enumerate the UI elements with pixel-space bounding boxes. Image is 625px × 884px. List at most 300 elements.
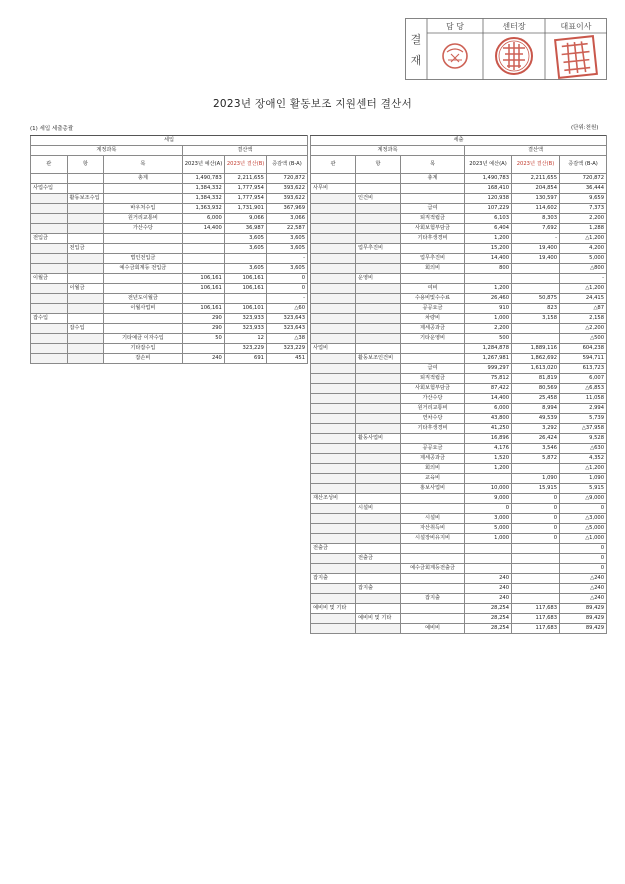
income-cell-gwan (31, 294, 68, 304)
table-row (31, 344, 308, 354)
income-cell-budget (182, 344, 224, 354)
income-cell-mok (104, 194, 183, 204)
expense-cell-gwan (311, 214, 356, 224)
expense-cell-actual: 19,400 (512, 244, 560, 254)
expense-cell-diff: △9,000 (560, 494, 607, 504)
expense-cell-diff: △240 (560, 574, 607, 584)
income-cell-actual: 106,161 (224, 284, 266, 294)
expense-cell-gwan (311, 594, 356, 604)
expense-cell-hang (356, 324, 401, 334)
income-cell-hang (67, 234, 104, 244)
income-cell-mok: 잡손비 (104, 354, 183, 364)
income-cell-actual: 323,933 (224, 324, 266, 334)
expense-cell-actual (512, 554, 560, 564)
expense-cell-hang: 전출금 (356, 554, 401, 564)
income-cell-mok (104, 184, 183, 194)
expense-cell-diff: △630 (560, 444, 607, 454)
expense-cell-budget: 1,284,878 (465, 344, 512, 354)
expense-cell-gwan (311, 264, 356, 274)
expense-cell-hang (356, 264, 401, 274)
income-cell-budget (182, 254, 224, 264)
expense-cell-budget: 9,000 (465, 494, 512, 504)
expense-cell-actual: 1,889,116 (512, 344, 560, 354)
document-title: 2023년 장애인 활동보조 지원센터 결산서 (212, 98, 413, 110)
expense-cell-diff: 9,659 (560, 194, 607, 204)
expense-cell-actual: 7,692 (512, 224, 560, 234)
expense-cell-gwan (311, 324, 356, 334)
seal-staff-icon (443, 44, 467, 68)
income-cell-diff: 3,066 (266, 214, 307, 224)
income-cell-hang (67, 314, 104, 324)
expense-rows (311, 174, 607, 634)
expense-cell-budget (465, 474, 512, 484)
expense-cell-mok: 사회보험부담금 (401, 384, 465, 394)
income-cell-diff: 0 (266, 284, 307, 294)
expense-cell-diff: 11,058 (560, 394, 607, 404)
expense-cell-gwan (311, 414, 356, 424)
expense-account-header: 계정과목 (311, 146, 465, 156)
expense-cell-hang (356, 454, 401, 464)
income-cell-gwan (31, 284, 68, 294)
expense-cell-mok: 원거리교통비 (401, 404, 465, 414)
table-row (311, 314, 607, 324)
table-row (311, 354, 607, 364)
expense-cell-actual: 80,569 (512, 384, 560, 394)
table-row (311, 224, 607, 234)
expense-cell-budget: 910 (465, 304, 512, 314)
expense-cell-budget: 15,200 (465, 244, 512, 254)
expense-cell-hang: 시설비 (356, 504, 401, 514)
expense-col-diff: 증감액 (B-A) (560, 156, 607, 174)
expense-cell-mok: 차량비 (401, 314, 465, 324)
income-settlement-header: 결산액 (182, 146, 307, 156)
expense-cell-actual (512, 564, 560, 574)
expense-col-budget: 2023년 예산(A) (465, 156, 512, 174)
income-cell-diff: 3,605 (266, 264, 307, 274)
expense-cell-mok: 공공요금 (401, 304, 465, 314)
expense-cell-hang: 예비비 및 기타 (356, 614, 401, 624)
expense-cell-mok: 홍보사업비 (401, 484, 465, 494)
table-row (311, 294, 607, 304)
expense-cell-gwan (311, 274, 356, 284)
expense-cell-diff: - (560, 274, 607, 284)
income-cell-budget: 1,490,783 (182, 174, 224, 184)
expense-cell-diff: △6,853 (560, 384, 607, 394)
expense-cell-mok: 업무추진비 (401, 254, 465, 264)
expense-cell-gwan (311, 554, 356, 564)
income-cell-actual: 9,066 (224, 214, 266, 224)
expense-cell-actual: 2,211,655 (512, 174, 560, 184)
expense-cell-mok (401, 194, 465, 204)
income-cell-actual: 3,605 (224, 244, 266, 254)
table-row (311, 194, 607, 204)
expense-cell-hang (356, 204, 401, 214)
income-cell-gwan (31, 304, 68, 314)
table-row (31, 204, 308, 214)
income-col-hang: 항 (67, 156, 104, 174)
expense-cell-budget: 1,200 (465, 464, 512, 474)
expense-cell-mok: 급여 (401, 204, 465, 214)
expense-cell-diff: 36,444 (560, 184, 607, 194)
expense-cell-diff: 0 (560, 554, 607, 564)
expense-cell-diff: △1,200 (560, 284, 607, 294)
income-cell-actual: 691 (224, 354, 266, 364)
expense-cell-actual (512, 324, 560, 334)
table-row (311, 184, 607, 194)
table-row (311, 464, 607, 474)
expense-cell-hang (356, 374, 401, 384)
expense-cell-hang (356, 174, 401, 184)
expense-cell-diff: 2,158 (560, 314, 607, 324)
table-row (311, 204, 607, 214)
expense-cell-actual (512, 594, 560, 604)
expense-cell-actual: 823 (512, 304, 560, 314)
table-row (311, 564, 607, 574)
income-cell-diff: 3,605 (266, 244, 307, 254)
expense-cell-hang (356, 294, 401, 304)
income-cell-actual: 12 (224, 334, 266, 344)
expense-cell-hang (356, 594, 401, 604)
income-cell-actual: 2,211,655 (224, 174, 266, 184)
expense-cell-hang: 잡지출 (356, 584, 401, 594)
income-cell-hang (67, 224, 104, 234)
expense-cell-budget: 500 (465, 334, 512, 344)
expense-cell-hang (356, 624, 401, 634)
expense-cell-hang (356, 474, 401, 484)
approval-side-label-2: 재 (410, 54, 422, 67)
expense-cell-gwan (311, 454, 356, 464)
income-cell-gwan: 사업수입 (31, 184, 68, 194)
expense-cell-gwan (311, 314, 356, 324)
income-cell-diff: 323,643 (266, 324, 307, 334)
income-cell-budget: 106,161 (182, 304, 224, 314)
table-row (311, 494, 607, 504)
expense-cell-gwan: 예비비 및 기타 (311, 604, 356, 614)
income-cell-gwan (31, 224, 68, 234)
income-cell-hang (67, 174, 104, 184)
income-cell-gwan (31, 204, 68, 214)
table-row (31, 354, 308, 364)
expense-cell-mok (401, 614, 465, 624)
expense-col-gwan: 관 (311, 156, 356, 174)
expense-cell-budget: 28,254 (465, 614, 512, 624)
expense-cell-diff: △1,200 (560, 234, 607, 244)
expense-cell-diff: 9,528 (560, 434, 607, 444)
expense-cell-mok: 자산취득비 (401, 524, 465, 534)
table-row (31, 224, 308, 234)
approval-role-staff: 담 당 (446, 22, 464, 31)
expense-cell-gwan (311, 464, 356, 474)
income-cell-diff: 323,229 (266, 344, 307, 354)
expense-cell-hang (356, 214, 401, 224)
expense-cell-diff: 89,429 (560, 614, 607, 624)
table-row (311, 614, 607, 624)
table-row (311, 274, 607, 284)
expense-cell-hang (356, 424, 401, 434)
table-row (311, 574, 607, 584)
expense-cell-diff: 0 (560, 564, 607, 574)
expense-cell-budget: 6,000 (465, 404, 512, 414)
expense-cell-gwan (311, 474, 356, 484)
income-cell-hang: 전입금 (67, 244, 104, 254)
income-cell-gwan (31, 254, 68, 264)
income-cell-diff: 3,605 (266, 234, 307, 244)
income-cell-actual (224, 254, 266, 264)
expense-cell-diff: △37,958 (560, 424, 607, 434)
expense-cell-budget: 14,400 (465, 254, 512, 264)
expense-cell-diff: △1,000 (560, 534, 607, 544)
income-cell-gwan (31, 174, 68, 184)
expense-cell-mok: 제세공과금 (401, 324, 465, 334)
expense-cell-budget (465, 564, 512, 574)
income-cell-mok (104, 234, 183, 244)
expense-cell-mok: 사회보험부담금 (401, 224, 465, 234)
income-cell-diff: 393,622 (266, 184, 307, 194)
expense-cell-actual (512, 544, 560, 554)
expense-cell-hang (356, 494, 401, 504)
expense-cell-actual: 0 (512, 524, 560, 534)
expense-settlement-header: 결산액 (465, 146, 607, 156)
income-cell-mok: 기타예금 이자수입 (104, 334, 183, 344)
expense-cell-hang: 인건비 (356, 194, 401, 204)
expense-cell-actual: 25,458 (512, 394, 560, 404)
income-cell-hang (67, 354, 104, 364)
unit-label: (단위:천원) (571, 125, 599, 131)
expense-col-mok: 목 (401, 156, 465, 174)
income-cell-gwan: 잡수입 (31, 314, 68, 324)
expense-cell-hang (356, 524, 401, 534)
expense-cell-budget: 1,000 (465, 534, 512, 544)
expense-cell-gwan: 사무비 (311, 184, 356, 194)
expense-cell-hang (356, 334, 401, 344)
expense-cell-hang: 활동보조인건비 (356, 354, 401, 364)
expense-cell-diff: 5,739 (560, 414, 607, 424)
income-cell-budget: 106,161 (182, 284, 224, 294)
expense-cell-budget: 16,896 (465, 434, 512, 444)
expense-cell-actual: 0 (512, 494, 560, 504)
income-cell-mok (104, 244, 183, 254)
expense-cell-budget: 1,490,783 (465, 174, 512, 184)
expense-cell-diff: △87 (560, 304, 607, 314)
expense-cell-actual: 8,303 (512, 214, 560, 224)
income-cell-actual: 1,777,954 (224, 184, 266, 194)
income-cell-actual: 106,161 (224, 274, 266, 284)
expense-cell-gwan (311, 174, 356, 184)
income-cell-mok: 기타잡수입 (104, 344, 183, 354)
expense-cell-gwan (311, 434, 356, 444)
expense-cell-gwan (311, 304, 356, 314)
expense-cell-diff: 4,352 (560, 454, 607, 464)
income-cell-gwan (31, 344, 68, 354)
expense-cell-diff: 6,007 (560, 374, 607, 384)
income-cell-budget: 1,363,932 (182, 204, 224, 214)
table-row (31, 324, 308, 334)
income-cell-diff: 323,643 (266, 314, 307, 324)
expense-cell-budget: 800 (465, 264, 512, 274)
expense-cell-mok (401, 344, 465, 354)
income-cell-budget (182, 244, 224, 254)
table-row (31, 274, 308, 284)
table-row (311, 304, 607, 314)
expense-cell-mok: 급여 (401, 364, 465, 374)
expense-cell-gwan (311, 354, 356, 364)
expense-cell-diff: △240 (560, 594, 607, 604)
expense-cell-actual: 117,683 (512, 624, 560, 634)
expense-cell-budget: 107,229 (465, 204, 512, 214)
expense-cell-actual (512, 584, 560, 594)
expense-cell-actual: 50,875 (512, 294, 560, 304)
expense-cell-budget: 1,267,981 (465, 354, 512, 364)
table-row (311, 524, 607, 534)
expense-cell-actual: 117,683 (512, 604, 560, 614)
expense-cell-diff: 594,711 (560, 354, 607, 364)
approval-side-label-1: 결 (410, 33, 422, 46)
income-cell-hang: 활동보조수입 (67, 194, 104, 204)
expense-cell-mok: 시설장비유지비 (401, 534, 465, 544)
income-cell-hang (67, 304, 104, 314)
income-cell-gwan (31, 194, 68, 204)
expense-cell-hang (356, 484, 401, 494)
table-row (31, 294, 308, 304)
section-label: (1) 세입 세출총괄 (30, 126, 74, 132)
income-cell-mok (104, 284, 183, 294)
table-row (311, 234, 607, 244)
expense-cell-mok (401, 584, 465, 594)
expense-cell-hang (356, 464, 401, 474)
expense-cell-actual: 3,292 (512, 424, 560, 434)
income-cell-diff: 0 (266, 274, 307, 284)
table-row (311, 334, 607, 344)
expense-cell-gwan (311, 564, 356, 574)
income-table (30, 135, 308, 364)
expense-cell-gwan (311, 524, 356, 534)
expense-cell-gwan (311, 364, 356, 374)
income-cell-diff: - (266, 294, 307, 304)
income-rows (31, 174, 308, 364)
expense-cell-hang: 업무추진비 (356, 244, 401, 254)
income-cell-actual: 1,731,901 (224, 204, 266, 214)
expense-cell-budget: 43,800 (465, 414, 512, 424)
expense-cell-diff: 720,872 (560, 174, 607, 184)
expense-cell-diff: 2,200 (560, 214, 607, 224)
income-section-header: 세입 (31, 136, 308, 146)
approval-role-director: 센터장 (502, 22, 526, 31)
income-cell-mok: 가산수당 (104, 224, 183, 234)
income-cell-budget: 290 (182, 324, 224, 334)
expense-cell-budget: 168,410 (465, 184, 512, 194)
table-row (311, 264, 607, 274)
expense-cell-hang (356, 394, 401, 404)
income-cell-hang: 이월금 (67, 284, 104, 294)
table-row (31, 234, 308, 244)
expense-cell-actual: 0 (512, 514, 560, 524)
expense-cell-diff: 7,373 (560, 204, 607, 214)
table-row (311, 374, 607, 384)
income-cell-hang (67, 274, 104, 284)
income-cell-diff: 720,872 (266, 174, 307, 184)
table-row (311, 604, 607, 614)
expense-cell-budget: 4,176 (465, 444, 512, 454)
expense-cell-budget (465, 544, 512, 554)
expense-cell-actual: 1,862,692 (512, 354, 560, 364)
expense-cell-diff: 5,915 (560, 484, 607, 494)
expense-cell-hang: 운영비 (356, 274, 401, 284)
income-cell-gwan (31, 354, 68, 364)
expense-cell-budget: 1,000 (465, 314, 512, 324)
expense-cell-mok: 기타운영비 (401, 334, 465, 344)
expense-cell-actual: 0 (512, 534, 560, 544)
table-row (311, 554, 607, 564)
expense-cell-diff: 2,994 (560, 404, 607, 414)
expense-cell-mok (401, 354, 465, 364)
expense-cell-hang (356, 254, 401, 264)
seal-ceo-icon (555, 36, 597, 78)
expense-cell-gwan (311, 534, 356, 544)
income-cell-gwan (31, 324, 68, 334)
income-cell-mok: 전년도이월금 (104, 294, 183, 304)
expense-cell-budget: 240 (465, 594, 512, 604)
income-cell-hang (67, 214, 104, 224)
expense-cell-actual: 49,539 (512, 414, 560, 424)
expense-cell-diff: 0 (560, 504, 607, 514)
expense-cell-mok: 예비비 (401, 624, 465, 634)
expense-cell-mok: 여비 (401, 284, 465, 294)
expense-cell-diff: 604,238 (560, 344, 607, 354)
expense-cell-diff: 4,200 (560, 244, 607, 254)
expense-cell-diff: 5,000 (560, 254, 607, 264)
expense-cell-diff: 1,288 (560, 224, 607, 234)
expense-cell-budget: 1,200 (465, 234, 512, 244)
income-cell-budget (182, 264, 224, 274)
income-cell-actual: 1,777,954 (224, 194, 266, 204)
income-cell-gwan (31, 244, 68, 254)
expense-cell-gwan (311, 624, 356, 634)
expense-cell-mok: 기타후생경비 (401, 424, 465, 434)
expense-cell-hang (356, 414, 401, 424)
table-row (31, 184, 308, 194)
expense-cell-budget: 2,200 (465, 324, 512, 334)
expense-cell-gwan (311, 404, 356, 414)
expense-cell-mok: 회의비 (401, 264, 465, 274)
expense-cell-diff: △5,000 (560, 524, 607, 534)
income-cell-diff: △38 (266, 334, 307, 344)
expense-cell-hang (356, 184, 401, 194)
table-row (311, 624, 607, 634)
table-row (311, 324, 607, 334)
table-row (311, 534, 607, 544)
income-cell-mok: 원거리교통비 (104, 214, 183, 224)
income-cell-budget: 240 (182, 354, 224, 364)
expense-cell-diff: △800 (560, 264, 607, 274)
income-cell-mok: 바우처수입 (104, 204, 183, 214)
expense-cell-budget: 14,400 (465, 394, 512, 404)
expense-cell-mok (401, 244, 465, 254)
expense-cell-actual (512, 574, 560, 584)
table-row (31, 254, 308, 264)
expense-cell-diff: 89,429 (560, 604, 607, 614)
expense-cell-mok (401, 184, 465, 194)
expense-cell-gwan (311, 224, 356, 234)
table-row (311, 454, 607, 464)
income-cell-diff: 22,587 (266, 224, 307, 234)
income-cell-actual: 323,229 (224, 344, 266, 354)
income-cell-hang (67, 294, 104, 304)
expense-cell-budget: 75,812 (465, 374, 512, 384)
expense-cell-actual: 3,546 (512, 444, 560, 454)
income-col-actual: 2023년 결산(B) (224, 156, 266, 174)
expense-cell-mok: 퇴직적립금 (401, 374, 465, 384)
expense-cell-gwan (311, 294, 356, 304)
